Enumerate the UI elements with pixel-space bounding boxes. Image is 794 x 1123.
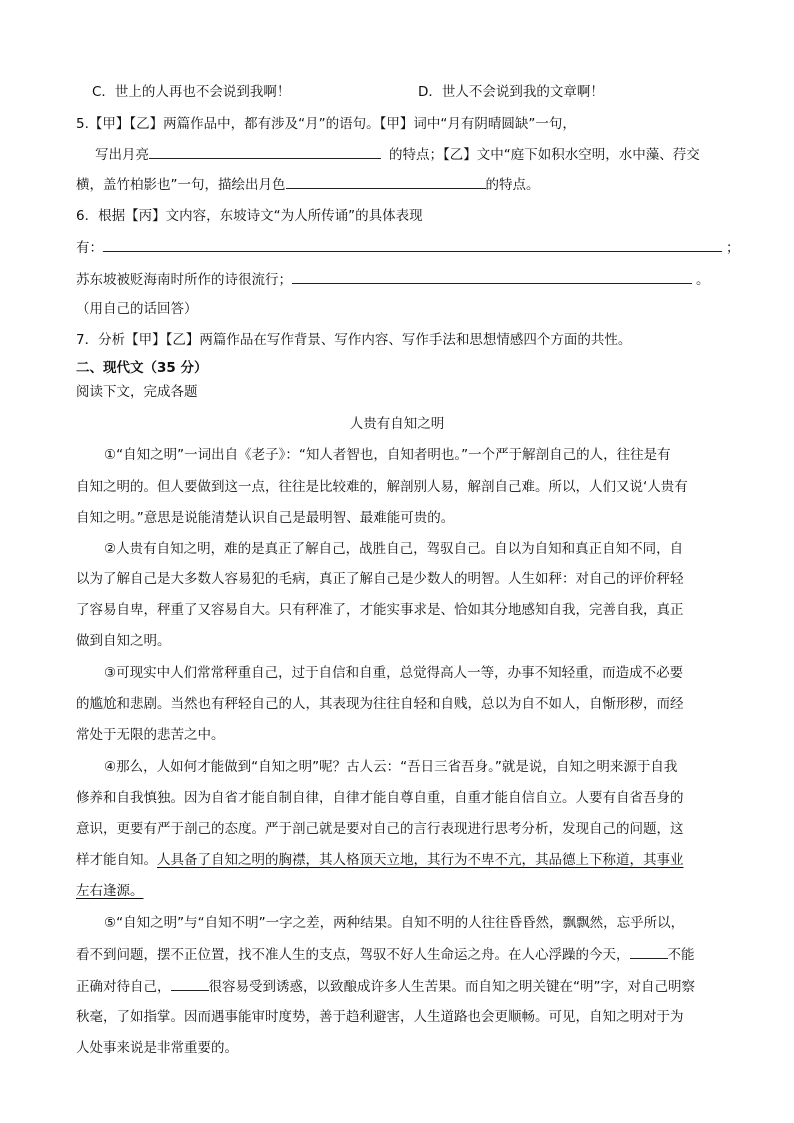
p1-line1: ①“自知之明”一词出自《老子》：“知人者智也，自知者明也。”一个严于解剖自己的人，往往是有 <box>104 447 671 463</box>
q6-line1: 6．根据【丙】文内容，东坡诗文“为人所传诵”的具体表现 <box>76 208 423 224</box>
p4-line2: 修养和自我慎独。因为自省才能自制自律，自律才能自尊自重，自重才能自信自立。人要有自省吾身的 <box>76 790 684 806</box>
p4-line1: ④那么，人如何才能做到“自知之明”呢？古人云：“吾日三省吾身。”就是说，自知之明来源于自我 <box>104 759 678 775</box>
p2-line2: 以为了解自己是大多数人容易犯的毛病，真正了解自己是少数人的明智。人生如秤：对自己的评价秤轻 <box>76 571 684 587</box>
q6-end-2: 。 <box>696 272 710 288</box>
q5-text-c: 横，盖竹柏影也”一句，描绘出月色 <box>76 177 286 193</box>
section-heading: 二、现代文（35 分） <box>76 360 208 376</box>
q5-line1: 5.【甲】【乙】两篇作品中，都有涉及“月”的语句。【甲】词中“月有阴晴圆缺”一句， <box>76 116 576 132</box>
p3-line3: 常处于无限的悲苦之中。 <box>76 727 225 743</box>
p4-text-plain: 样才能自知。 <box>76 852 157 868</box>
q6-line2 <box>76 237 740 258</box>
q5-text-a: 写出月亮 <box>95 147 149 163</box>
q7-line1: 7．分析【甲】【乙】两篇作品在写作背景、写作内容、写作手法和思想情感四个方面的共性。 <box>76 332 632 348</box>
p4-underlined-sentence: 人具备了自知之明的胸襟，其人格顶天立地，其行为不卑不亢，其品德上下称道，其事业 <box>157 852 684 868</box>
p2-line4: 做到自知之明。 <box>76 633 171 649</box>
q5-text-b: 的特点；【乙】文中“庭下如积水空明，水中藻、荇交 <box>389 147 700 163</box>
q5-line2 <box>95 144 700 165</box>
p1-line3: 自知之明。”意思是说能清楚认识自己是最明智、最难能可贵的。 <box>76 510 455 526</box>
p5-text-b: 不能 <box>667 947 695 963</box>
q6-note: （用自己的话回答） <box>76 301 198 317</box>
p5-line3 <box>76 976 695 997</box>
p5-text-d: 很容易受到诱惑，以致酿成许多人生苦果。而自知之明关键在“明”字，对自己明察 <box>208 979 695 995</box>
p5-text-c: 正确对待自己， <box>76 979 171 995</box>
q6-blank-2[interactable] <box>292 269 692 284</box>
q6-blank-1[interactable] <box>103 237 722 252</box>
q6-end-1: ； <box>726 240 740 256</box>
q5-text-d: 的特点。 <box>485 177 540 193</box>
p2-line1: ②人贵有自知之明，难的是真正了解自己，战胜自己，驾驭自己。自以为自知和真正自知不同，自 <box>104 541 684 557</box>
option-c: C．世上的人再也不会说到我啊！ <box>92 84 291 100</box>
p5-line2 <box>76 944 695 965</box>
option-d: D．世人不会说到我的文章啊！ <box>418 84 604 100</box>
p3-line1: ③可现实中人们常常秤重自己，过于自信和自重，总觉得高人一等，办事不知轻重，而造成不必要 <box>104 665 684 681</box>
q6-text-b: 苏东坡被贬海南时所作的诗很流行； <box>76 272 292 288</box>
p5-text-a: 看不到问题，摆不正位置，找不准人生的支点，驾驭不好人生命运之舟。在人心浮躁的今天， <box>76 947 630 963</box>
p3-line2: 的尴尬和悲剧。当然也有秤轻自己的人，其表现为往往自轻和自贱，总以为自不如人，自惭形秽，而经 <box>76 696 684 712</box>
p5-blank-1[interactable] <box>630 944 668 959</box>
q6-text-a: 有： <box>76 240 103 256</box>
p1-line2: 自知之明的。但人要做到这一点，往往是比较难的，解剖别人易，解剖自己难。所以，人们又说‘人贵有 <box>76 479 688 495</box>
p4-line3: 意识，更要有严于剖己的态度。严于剖己就是要对自己的言行表现进行思考分析，发现自己的问题，这 <box>76 821 684 837</box>
article-title: 人贵有自知之明 <box>349 416 445 432</box>
p4-line5: 左右逢源。 <box>76 883 144 899</box>
q6-line3 <box>76 269 710 290</box>
p5-line4: 秋毫，了如指掌。因而遇事能审时度势，善于趋利避害，人生道路也会更顺畅。可见，自知之明对于为 <box>76 1009 684 1025</box>
p4-line4 <box>76 850 684 870</box>
p5-line1: ⑤“自知之明”与“自知不明”一字之差，两种结果。自知不明的人往往昏昏然，飘飘然，忘乎所以， <box>104 915 685 931</box>
p2-line3: 了容易自卑，秤重了又容易自大。只有秤准了，才能实事求是、恰如其分地感知自我，完善自我，真正 <box>76 602 684 618</box>
p5-line5: 人处事来说是非常重要的。 <box>76 1040 238 1056</box>
p5-blank-2[interactable] <box>171 976 209 991</box>
q5-blank-1[interactable] <box>149 144 381 159</box>
q5-line3 <box>76 174 540 195</box>
q5-blank-2[interactable] <box>286 174 486 189</box>
section-instruction: 阅读下文，完成各题 <box>76 384 198 400</box>
